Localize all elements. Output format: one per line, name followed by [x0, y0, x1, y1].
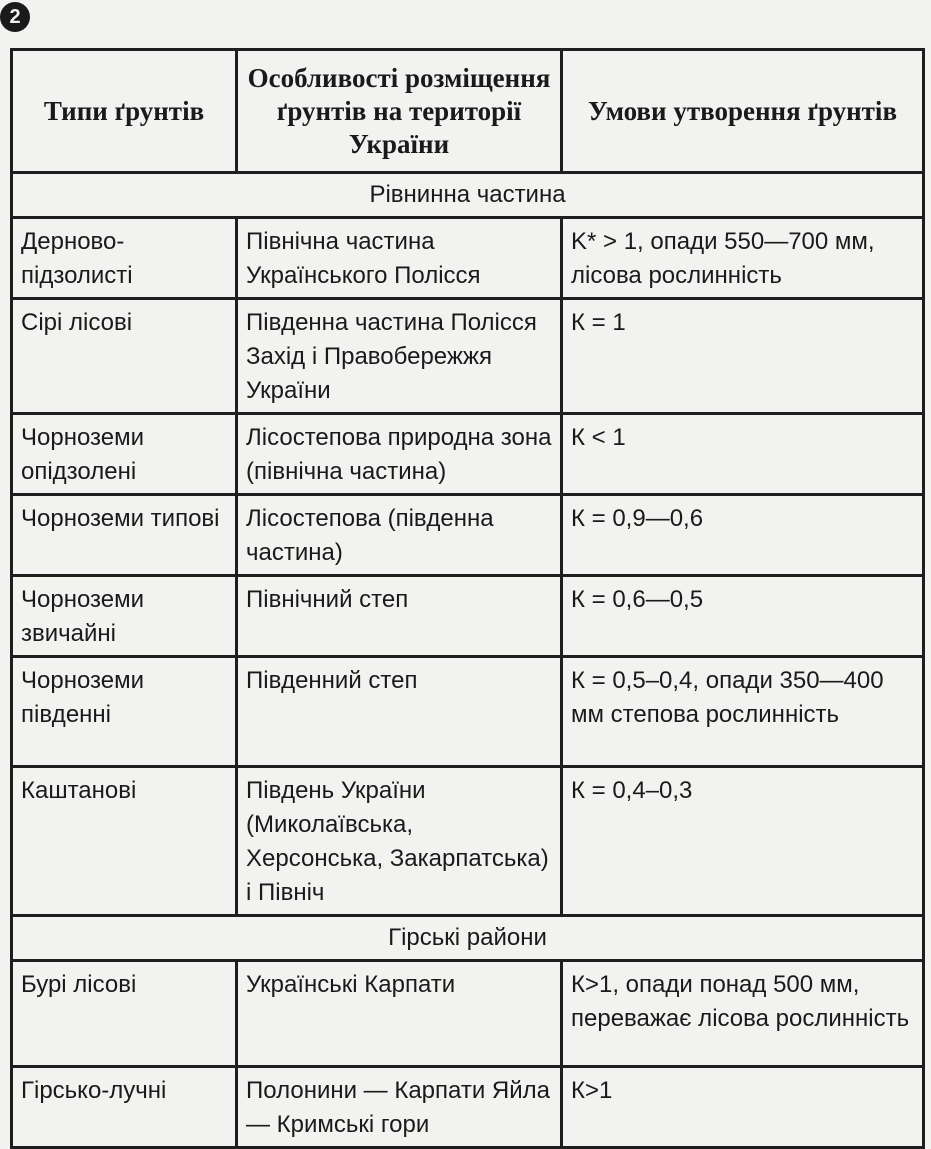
soil-type-cell: Чорноземи опідзолені — [12, 414, 237, 495]
location-cell: Лісостепова природна зона (північна частина) — [237, 414, 562, 495]
location-cell: Південна частина Полісся Захід і Правобережжя України — [237, 299, 562, 414]
table-row — [12, 495, 924, 576]
conditions-cell: К < 1 — [562, 414, 924, 495]
table-row — [12, 767, 924, 916]
conditions-cell: К>1, опади понад 500 мм, переважає лісова рослинність — [562, 961, 924, 1067]
location-cell: Північна частина Українського Полісся — [237, 218, 562, 299]
table-row — [12, 657, 924, 767]
soil-type-cell: Сірі лісові — [12, 299, 237, 414]
location-cell: Полонини — Карпати Яйла — Кримські гори — [237, 1067, 562, 1148]
section-title: Гірські райони — [12, 916, 924, 961]
section-row-plain — [12, 173, 924, 218]
location-cell: Українські Карпати — [237, 961, 562, 1067]
soil-type-cell: Чорноземи південні — [12, 657, 237, 767]
conditions-cell: К = 0,9—0,6 — [562, 495, 924, 576]
header-location: Особливості розміщення ґрунтів на території України — [237, 50, 562, 173]
section-row-mountain — [12, 916, 924, 961]
location-cell: Лісостепова (південна частина) — [237, 495, 562, 576]
conditions-cell: К = 0,6—0,5 — [562, 576, 924, 657]
location-cell: Північний степ — [237, 576, 562, 657]
task-number-badge: 2 — [0, 2, 30, 32]
soil-type-cell: Гірсько-лучні — [12, 1067, 237, 1148]
table-row — [12, 299, 924, 414]
table-row — [12, 218, 924, 299]
header-soil-types: Типи ґрунтів — [12, 50, 237, 173]
table-row — [12, 414, 924, 495]
soil-type-cell: Чорноземи типові — [12, 495, 237, 576]
conditions-cell: К = 0,4–0,3 — [562, 767, 924, 916]
section-title: Рівнинна частина — [12, 173, 924, 218]
soil-type-cell: Бурі лісові — [12, 961, 237, 1067]
location-cell: Південний степ — [237, 657, 562, 767]
table-row — [12, 576, 924, 657]
table-row — [12, 961, 924, 1067]
soil-type-cell: Дерново-підзолисті — [12, 218, 237, 299]
conditions-cell: К>1 — [562, 1067, 924, 1148]
conditions-cell: K* > 1, опади 550—700 мм, лісова рослинність — [562, 218, 924, 299]
header-row — [12, 50, 924, 173]
location-cell: Південь України (Миколаївська, Херсонська, Закарпатська) і Північ — [237, 767, 562, 916]
soil-types-table — [10, 48, 925, 1149]
conditions-cell: К = 0,5–0,4, опади 350—400 мм степова рослинність — [562, 657, 924, 767]
conditions-cell: К = 1 — [562, 299, 924, 414]
header-conditions: Умови утворення ґрунтів — [562, 50, 924, 173]
soil-type-cell: Чорноземи звичайні — [12, 576, 237, 657]
soil-type-cell: Каштанові — [12, 767, 237, 916]
table-row — [12, 1067, 924, 1148]
